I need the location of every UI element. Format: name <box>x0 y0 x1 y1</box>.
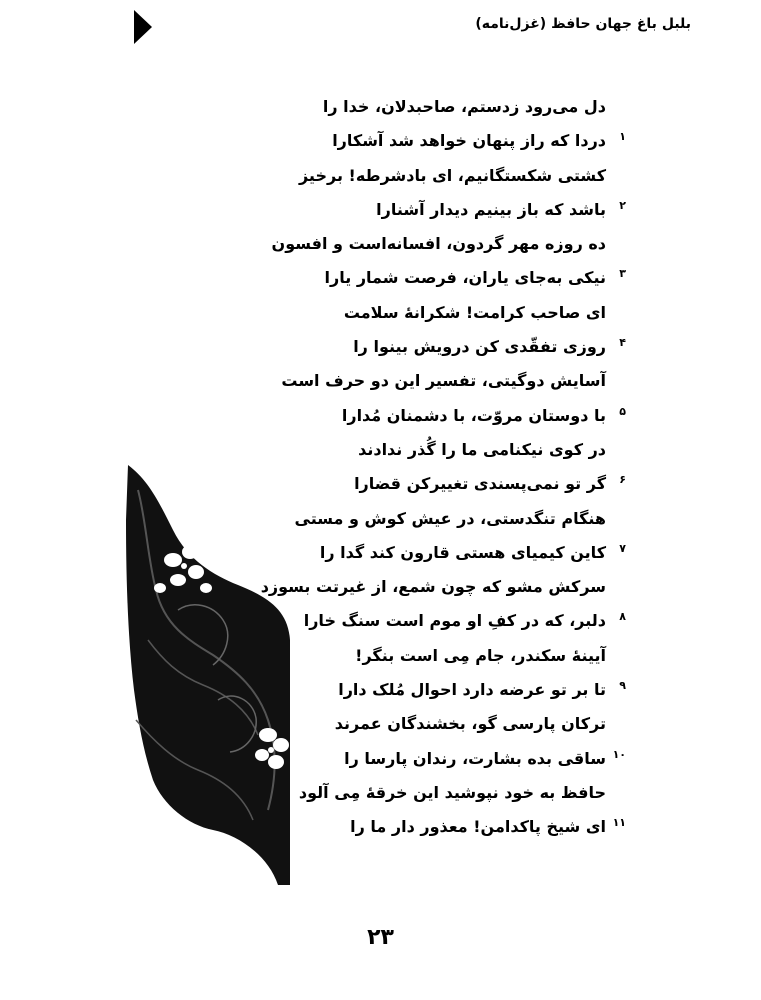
verse-text: نیکی به‌جای یاران، فرصت شمار یارا <box>324 268 606 288</box>
verse-line <box>298 261 626 295</box>
verse-line <box>298 433 606 467</box>
verse-text: دل می‌رود زدستم، صاحبدلان، خدا را <box>322 97 606 116</box>
verse-number: ۲ <box>619 198 626 212</box>
verse-number: ۱ <box>619 130 626 144</box>
verse-text: روزی تفقّدی کن درویش بینوا را <box>353 337 606 357</box>
verse-text: حافظ به خود نپوشید این خرقهٔ مِی آلود <box>298 782 606 802</box>
verse-text: گر تو نمی‌پسندی تغییرکن قضارا <box>354 474 606 494</box>
page-header <box>120 8 691 48</box>
verse-text: آیینهٔ سکندر، جام مِی است بنگر! <box>355 645 606 665</box>
verse-line <box>298 604 626 638</box>
verse-text: ای شیخ پاکدامن! معذور دار ما را <box>350 817 606 837</box>
triangle-right-icon <box>134 10 152 44</box>
verse-line <box>298 159 606 193</box>
verse-text: با دوستان مروّت، با دشمنان مُدارا <box>341 405 606 425</box>
poem-body <box>260 90 626 845</box>
verse-text: تا بر تو عرضه دارد احوال مُلک دارا <box>338 680 606 700</box>
verse-number: ۱۱ <box>612 816 626 830</box>
verse-line <box>298 810 626 844</box>
verse-line <box>260 570 606 604</box>
verse-text: در کوی نیکنامی ما را گُذر ندادند <box>358 439 606 459</box>
verse-line <box>298 639 606 673</box>
verse-line <box>298 193 626 227</box>
verse-number: ۴ <box>619 336 626 350</box>
verse-text: دردا که راز پنهان خواهد شد آشکارا <box>332 131 606 151</box>
floral-ornament-icon <box>118 460 293 890</box>
verse-text: باشد که باز بینیم دیدار آشنارا <box>376 199 606 219</box>
verse-text: ده روزه مهر گردون، افسانه‌است و افسون <box>271 234 606 254</box>
verse-text: دلبر، که در کفِ او موم است سنگ خارا <box>303 611 606 631</box>
verse-text: آسایش دوگیتی، تفسیر این دو حرف است <box>281 371 606 391</box>
verse-line <box>298 742 626 776</box>
verse-text: کشتی شکستگانیم، ای بادشرطه! برخیز <box>298 165 606 185</box>
verse-line <box>298 124 626 158</box>
verse-text: ای صاحب کرامت! شکرانهٔ سلامت <box>343 302 606 322</box>
verse-text: هنگام تنگدستی، در عیش کوش و مستی <box>294 508 606 528</box>
verse-text: کاین کیمیای هستی قارون کند گدا را <box>319 542 606 562</box>
verse-text: سرکش مشو که چون شمع، از غیرتت بسوزد <box>260 577 606 597</box>
verse-line <box>281 364 606 398</box>
verse-number: ۹ <box>619 679 626 693</box>
verse-number: ۷ <box>619 541 626 555</box>
verse-line <box>298 296 606 330</box>
verse-line <box>298 776 606 810</box>
verse-line <box>271 227 606 261</box>
verse-number: ۵ <box>619 404 626 418</box>
verse-line <box>298 707 606 741</box>
verse-number: ۸ <box>619 610 626 624</box>
verse-line <box>298 673 626 707</box>
page-number: ۲۳ <box>367 925 394 950</box>
running-title: بلبل باغ جهان حافظ (غزل‌نامه) <box>475 16 691 32</box>
verse-line <box>294 502 606 536</box>
verse-line <box>298 330 626 364</box>
verse-line <box>298 467 626 501</box>
verse-line <box>298 536 626 570</box>
verse-number: ۶ <box>619 473 626 487</box>
verse-line <box>298 90 606 124</box>
verse-line <box>298 399 626 433</box>
verse-number: ۳ <box>619 267 626 281</box>
verse-text: ترکان پارسی گو، بخشندگان عمرند <box>334 714 606 734</box>
verse-text: ساقی بده بشارت، رندان پارسا را <box>344 748 606 768</box>
verse-number: ۱۰ <box>612 747 626 761</box>
